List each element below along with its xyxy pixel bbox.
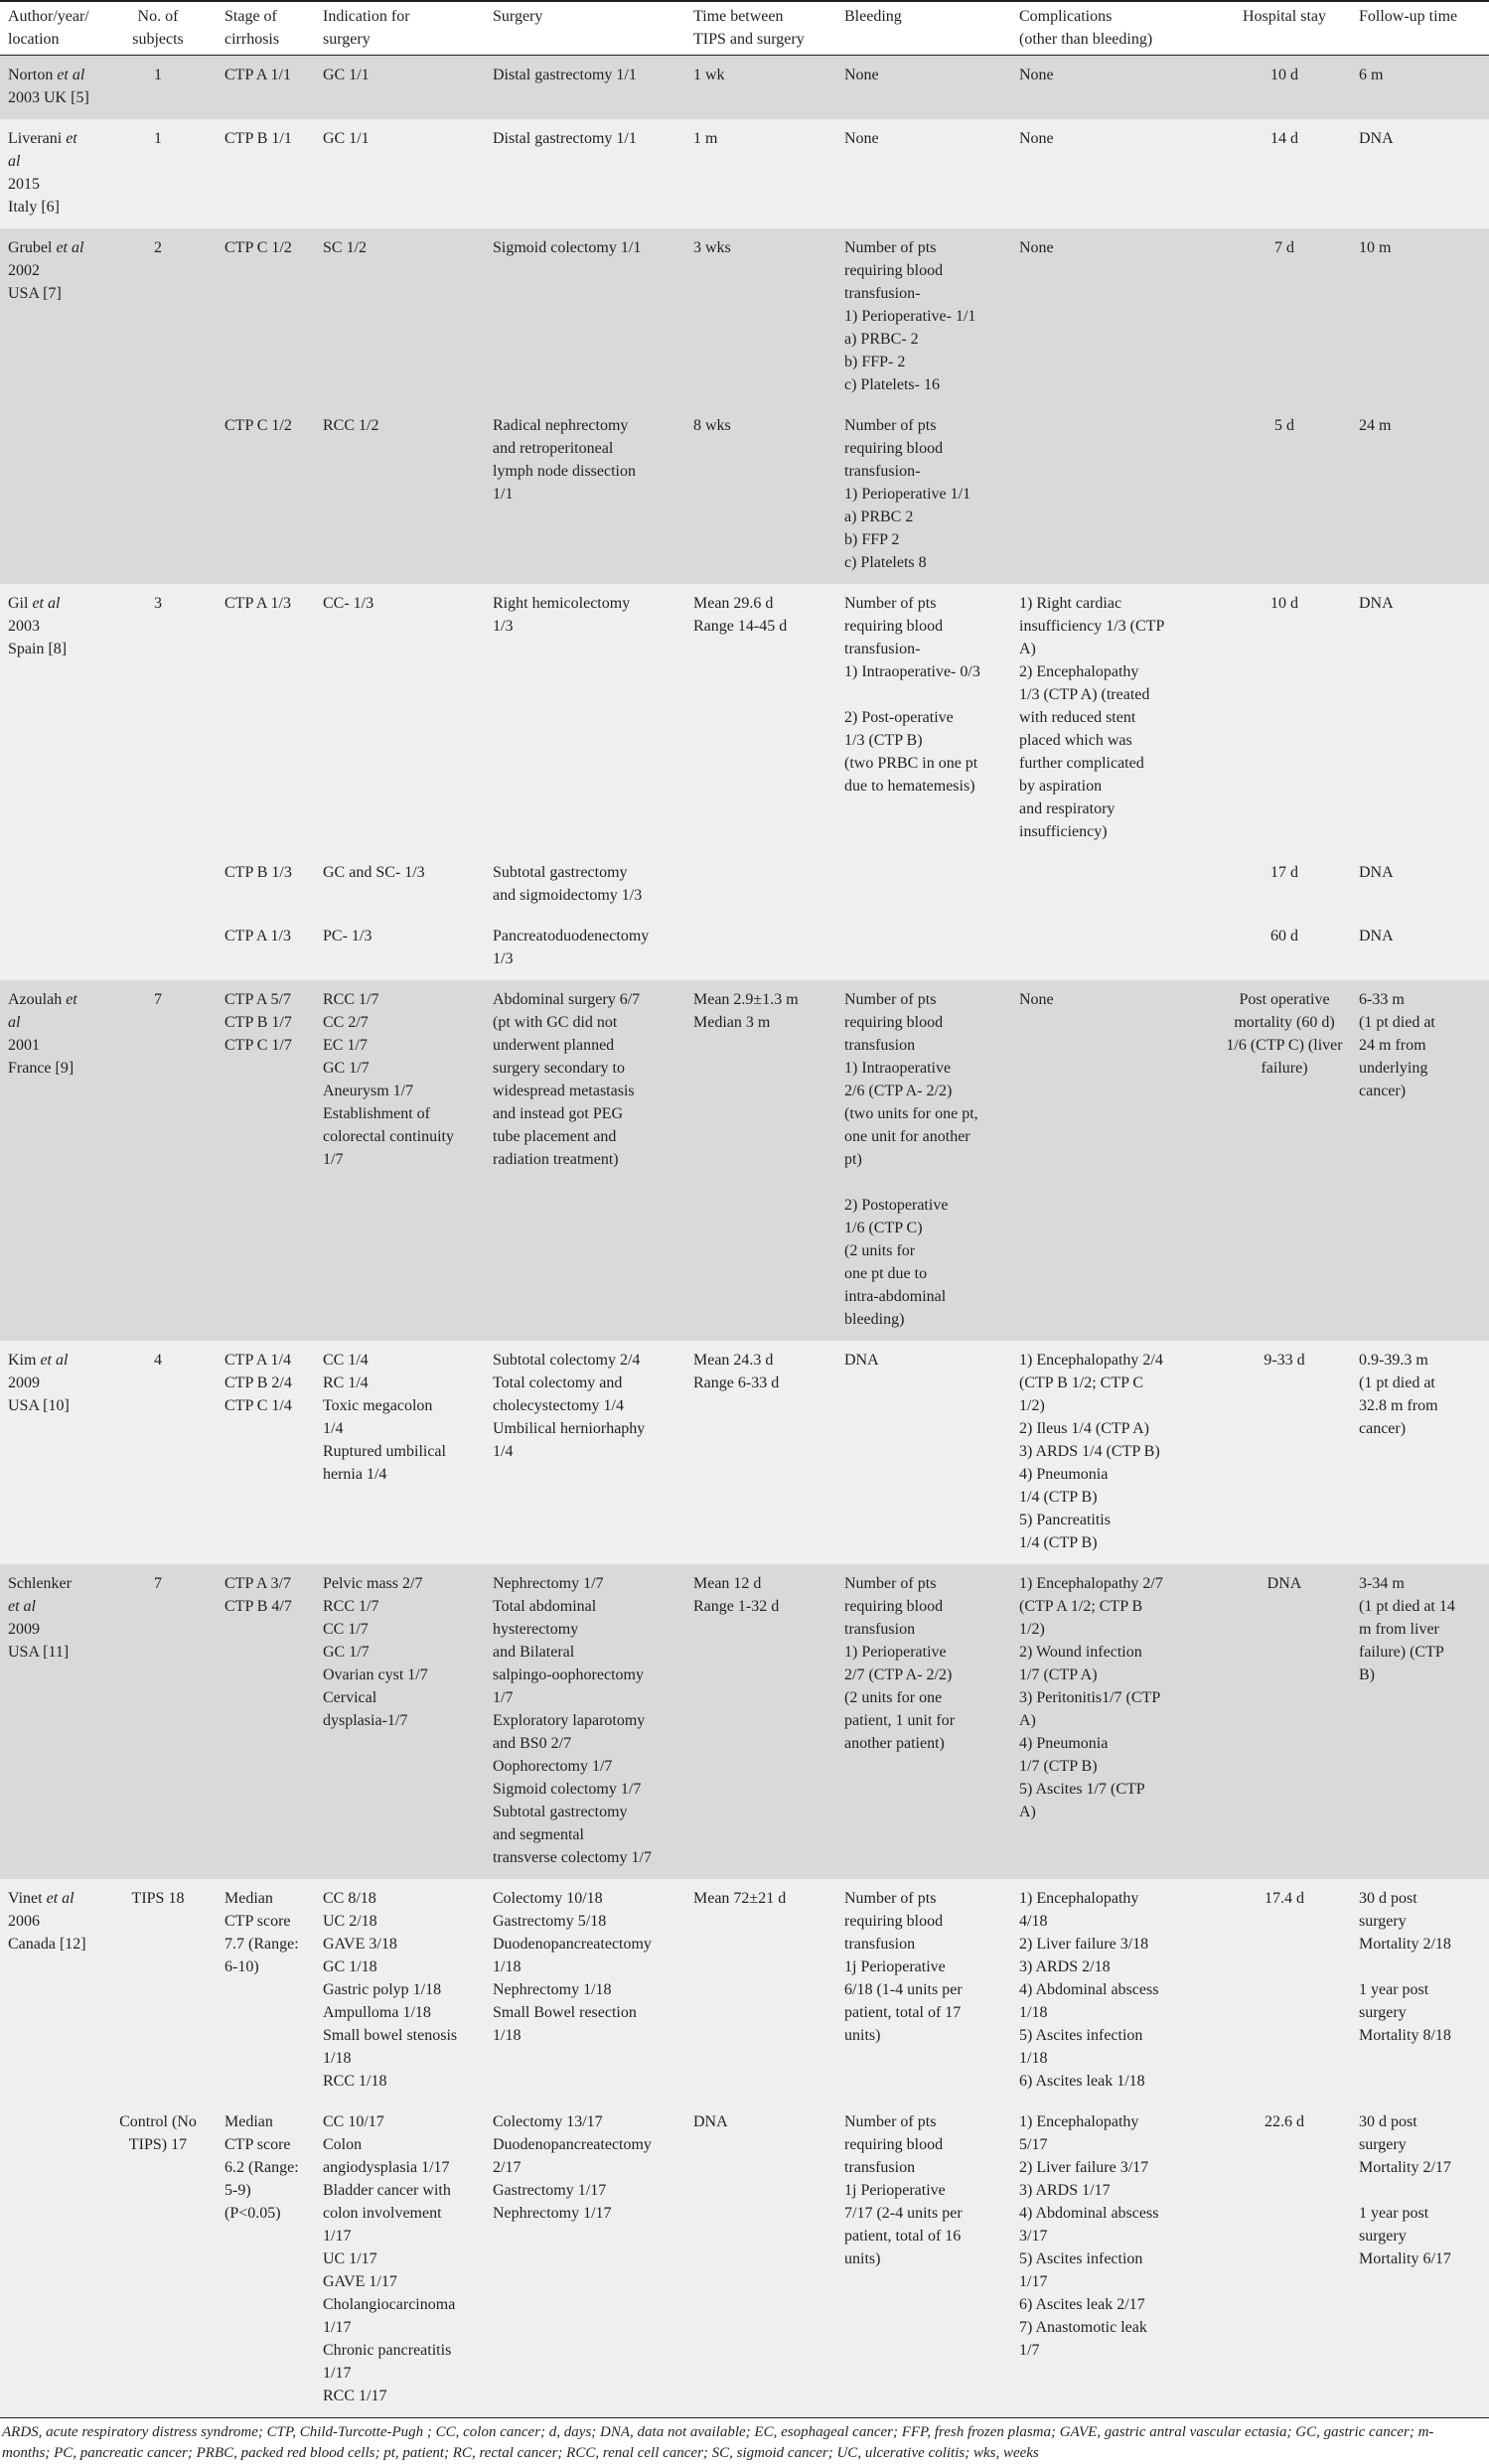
table-row	[0, 2102, 1489, 2417]
cell-subjects: 1	[99, 56, 217, 120]
cell-bleeding: DNA	[836, 1341, 1011, 1564]
cell-stage: Median CTP score 6.2 (Range: 5-9) (P<0.05)	[217, 2102, 315, 2417]
cell-bleeding: Number of pts requiring blood transfusion 1j Perioperative 7/17 (2-4 units per patient, total of 16 units)	[836, 2102, 1011, 2417]
cell-subjects: 3	[99, 584, 217, 853]
cell-followup: 10 m	[1351, 228, 1489, 406]
table-row	[0, 119, 1489, 228]
header-hospital-stay: Hospital stay	[1218, 1, 1351, 56]
cell-indication: RCC 1/7 CC 2/7 EC 1/7 GC 1/7 Aneurysm 1/7 Establishment of colorectal continuity 1/7	[315, 980, 485, 1341]
cell-subjects	[99, 853, 217, 917]
cell-followup: 30 d post surgery Mortality 2/18 1 year post surgery Mortality 8/18	[1351, 1879, 1489, 2102]
cell-stage: CTP A 1/3	[217, 917, 315, 980]
cell-stage: CTP A 1/4 CTP B 2/4 CTP C 1/4	[217, 1341, 315, 1564]
cell-subjects: 7	[99, 1564, 217, 1879]
cell-complications	[1011, 853, 1218, 917]
cell-hospital-stay: 17 d	[1218, 853, 1351, 917]
cell-followup: DNA	[1351, 119, 1489, 228]
header-surgery: Surgery	[485, 1, 685, 56]
et-al-italic: et al	[8, 991, 77, 1031]
cell-time	[685, 917, 836, 980]
cell-stage: CTP B 1/3	[217, 853, 315, 917]
cell-author: Azoulah et al 2001 France [9]	[0, 980, 99, 1341]
cell-surgery: Distal gastrectomy 1/1	[485, 119, 685, 228]
cell-complications: 1) Encephalopathy 4/18 2) Liver failure 3/18 3) ARDS 2/18 4) Abdominal abscess 1/18 5) Ascites infection 1/18 6) Ascites leak 1/18	[1011, 1879, 1218, 2102]
cell-bleeding: Number of pts requiring blood transfusion- 1) Perioperative- 1/1 a) PRBC- 2 b) FFP- 2 c) Platelets- 16	[836, 228, 1011, 406]
cell-time: Mean 72±21 d	[685, 1879, 836, 2102]
cell-indication: RCC 1/2	[315, 406, 485, 584]
header-complications: Complications (other than bleeding)	[1011, 1, 1218, 56]
cell-time: 1 wk	[685, 56, 836, 120]
et-al-italic: et al	[8, 1598, 36, 1615]
cell-time: Mean 12 d Range 1-32 d	[685, 1564, 836, 1879]
cell-hospital-stay: 22.6 d	[1218, 2102, 1351, 2417]
cell-author	[0, 917, 99, 980]
cell-surgery: Sigmoid colectomy 1/1	[485, 228, 685, 406]
cell-indication: Pelvic mass 2/7 RCC 1/7 CC 1/7 GC 1/7 Ovarian cyst 1/7 Cervical dysplasia-1/7	[315, 1564, 485, 1879]
cell-author	[0, 406, 99, 584]
cell-time: 3 wks	[685, 228, 836, 406]
et-al-italic: et al	[56, 239, 84, 256]
header-subjects: No. of subjects	[99, 1, 217, 56]
cell-hospital-stay: 7 d	[1218, 228, 1351, 406]
cell-followup: 3-34 m (1 pt died at 14 m from liver failure) (CTP B)	[1351, 1564, 1489, 1879]
cell-subjects: 2	[99, 228, 217, 406]
cell-surgery: Colectomy 13/17 Duodenopancreatectomy 2/17 Gastrectomy 1/17 Nephrectomy 1/17	[485, 2102, 685, 2417]
et-al-italic: et al	[46, 1890, 74, 1907]
cell-time: 8 wks	[685, 406, 836, 584]
cell-time: Mean 2.9±1.3 m Median 3 m	[685, 980, 836, 1341]
header-row	[0, 1, 1489, 56]
cell-indication: GC and SC- 1/3	[315, 853, 485, 917]
cell-surgery: Distal gastrectomy 1/1	[485, 56, 685, 120]
cell-complications: 1) Encephalopathy 5/17 2) Liver failure 3/17 3) ARDS 1/17 4) Abdominal abscess 3/17 5) Ascites infection 1/17 6) Ascites leak 2/17 7) Anastomotic leak 1/7	[1011, 2102, 1218, 2417]
cell-hospital-stay: 17.4 d	[1218, 1879, 1351, 2102]
cell-author: Gil et al 2003 Spain [8]	[0, 584, 99, 853]
table-row	[0, 56, 1489, 120]
cell-surgery: Radical nephrectomy and retroperitoneal lymph node dissection 1/1	[485, 406, 685, 584]
cell-subjects: 4	[99, 1341, 217, 1564]
cell-bleeding: Number of pts requiring blood transfusion 1) Intraoperative 2/6 (CTP A- 2/2) (two units for one pt, one unit for another pt) 2) Postoperative 1/6 (CTP C) (2 units for one pt due to intra-abdominal bleeding)	[836, 980, 1011, 1341]
cell-author: Norton et al 2003 UK [5]	[0, 56, 99, 120]
cell-bleeding: None	[836, 56, 1011, 120]
table-row	[0, 228, 1489, 406]
cell-author	[0, 2102, 99, 2417]
table-footnote: ARDS, acute respiratory distress syndrome; CTP, Child-Turcotte-Pugh ; CC, colon cancer; d, days; DNA, data not available; EC, esophageal cancer; FFP, fresh frozen plasma; GAVE, gastric antral vascular ectasia; GC, gastric cancer; m- months; PC, pancreatic cancer; PRBC, packed red blood cells; pt, patient; RC, rectal cancer; RCC, renal cell cancer; SC, sigmoid cancer; UC, ulcerative colitis; wks, weeks	[0, 2417, 1489, 2464]
cell-subjects: 7	[99, 980, 217, 1341]
cell-stage: Median CTP score 7.7 (Range: 6-10)	[217, 1879, 315, 2102]
cell-author: Grubel et al 2002 USA [7]	[0, 228, 99, 406]
et-al-italic: et al	[40, 1352, 69, 1369]
cell-hospital-stay: 14 d	[1218, 119, 1351, 228]
cell-hospital-stay: 9-33 d	[1218, 1341, 1351, 1564]
cell-surgery: Subtotal gastrectomy and sigmoidectomy 1/3	[485, 853, 685, 917]
table-row	[0, 1341, 1489, 1564]
cell-hospital-stay: DNA	[1218, 1564, 1351, 1879]
cell-author: Kim et al 2009 USA [10]	[0, 1341, 99, 1564]
header-author: Author/year/ location	[0, 1, 99, 56]
cell-complications	[1011, 917, 1218, 980]
cell-surgery: Pancreatoduodenectomy 1/3	[485, 917, 685, 980]
table-row	[0, 584, 1489, 853]
cell-indication: PC- 1/3	[315, 917, 485, 980]
cell-subjects: TIPS 18	[99, 1879, 217, 2102]
cell-author	[0, 853, 99, 917]
cell-complications: 1) Right cardiac insufficiency 1/3 (CTP A) 2) Encephalopathy 1/3 (CTP A) (treated with reduced stent placed which was further complicated by aspiration and respiratory insufficiency)	[1011, 584, 1218, 853]
table-row	[0, 1879, 1489, 2102]
cell-stage: CTP B 1/1	[217, 119, 315, 228]
cell-followup: 6-33 m (1 pt died at 24 m from underlying cancer)	[1351, 980, 1489, 1341]
header-followup: Follow-up time	[1351, 1, 1489, 56]
cell-complications: 1) Encephalopathy 2/7 (CTP A 1/2; CTP B 1/2) 2) Wound infection 1/7 (CTP A) 3) Peritonitis1/7 (CTP A) 4) Pneumonia 1/7 (CTP B) 5) Ascites 1/7 (CTP A)	[1011, 1564, 1218, 1879]
cell-stage: CTP A 3/7 CTP B 4/7	[217, 1564, 315, 1879]
cell-stage: CTP C 1/2	[217, 406, 315, 584]
cell-followup: 6 m	[1351, 56, 1489, 120]
et-al-italic: et al	[8, 130, 77, 170]
cell-author: Liverani et al 2015 Italy [6]	[0, 119, 99, 228]
cell-surgery: Subtotal colectomy 2/4 Total colectomy and cholecystectomy 1/4 Umbilical herniorhaphy 1/4	[485, 1341, 685, 1564]
cell-time	[685, 853, 836, 917]
table-row	[0, 917, 1489, 980]
cell-indication: CC 10/17 Colon angiodysplasia 1/17 Bladder cancer with colon involvement 1/17 UC 1/17 GAVE 1/17 Cholangiocarcinoma 1/17 Chronic pancreatitis 1/17 RCC 1/17	[315, 2102, 485, 2417]
cell-subjects	[99, 917, 217, 980]
cell-bleeding: Number of pts requiring blood transfusion- 1) Perioperative 1/1 a) PRBC 2 b) FFP 2 c) Platelets 8	[836, 406, 1011, 584]
table-body	[0, 56, 1489, 2418]
cell-indication: GC 1/1	[315, 119, 485, 228]
cell-bleeding	[836, 853, 1011, 917]
cell-followup: 30 d post surgery Mortality 2/17 1 year post surgery Mortality 6/17	[1351, 2102, 1489, 2417]
cell-complications: None	[1011, 119, 1218, 228]
cell-surgery: Nephrectomy 1/7 Total abdominal hysterectomy and Bilateral salpingo-oophorectomy 1/7 Exploratory laparotomy and BS0 2/7 Oophorectomy 1/7 Sigmoid colectomy 1/7 Subtotal gastrectomy and segmental transverse colectomy 1/7	[485, 1564, 685, 1879]
header-indication: Indication for surgery	[315, 1, 485, 56]
cell-bleeding: Number of pts requiring blood transfusion 1) Perioperative 2/7 (CTP A- 2/2) (2 units for one patient, 1 unit for another patient)	[836, 1564, 1011, 1879]
cell-indication: CC 1/4 RC 1/4 Toxic megacolon 1/4 Ruptured umbilical hernia 1/4	[315, 1341, 485, 1564]
cell-time: 1 m	[685, 119, 836, 228]
cell-indication: SC 1/2	[315, 228, 485, 406]
cell-indication: CC 8/18 UC 2/18 GAVE 3/18 GC 1/18 Gastric polyp 1/18 Ampulloma 1/18 Small bowel stenosis 1/18 RCC 1/18	[315, 1879, 485, 2102]
table-row	[0, 980, 1489, 1341]
cell-subjects: Control (No TIPS) 17	[99, 2102, 217, 2417]
cell-indication: GC 1/1	[315, 56, 485, 120]
header-bleeding: Bleeding	[836, 1, 1011, 56]
cell-complications: None	[1011, 56, 1218, 120]
cell-stage: CTP A 1/3	[217, 584, 315, 853]
cell-hospital-stay: 5 d	[1218, 406, 1351, 584]
cell-bleeding	[836, 917, 1011, 980]
cell-hospital-stay: 60 d	[1218, 917, 1351, 980]
table-row	[0, 1564, 1489, 1879]
header-stage: Stage of cirrhosis	[217, 1, 315, 56]
cell-complications: None	[1011, 980, 1218, 1341]
cell-time: Mean 24.3 d Range 6-33 d	[685, 1341, 836, 1564]
et-al-italic: et al	[32, 595, 61, 612]
cell-followup: DNA	[1351, 853, 1489, 917]
cell-complications	[1011, 406, 1218, 584]
cell-surgery: Abdominal surgery 6/7 (pt with GC did not underwent planned surgery secondary to widespread metastasis and instead got PEG tube placement and radiation treatment)	[485, 980, 685, 1341]
cell-hospital-stay: 10 d	[1218, 56, 1351, 120]
cell-followup: 0.9-39.3 m (1 pt died at 32.8 m from cancer)	[1351, 1341, 1489, 1564]
table-row	[0, 406, 1489, 584]
cell-subjects: 1	[99, 119, 217, 228]
cell-hospital-stay: 10 d	[1218, 584, 1351, 853]
cell-author: Vinet et al 2006 Canada [12]	[0, 1879, 99, 2102]
cell-stage: CTP A 1/1	[217, 56, 315, 120]
cell-complications: 1) Encephalopathy 2/4 (CTP B 1/2; CTP C 1/2) 2) Ileus 1/4 (CTP A) 3) ARDS 1/4 (CTP B) 4) Pneumonia 1/4 (CTP B) 5) Pancreatitis 1/4 (CTP B)	[1011, 1341, 1218, 1564]
header-time: Time between TIPS and surgery	[685, 1, 836, 56]
et-al-italic: et al	[57, 67, 85, 83]
cell-subjects	[99, 406, 217, 584]
cell-bleeding: None	[836, 119, 1011, 228]
table-row	[0, 853, 1489, 917]
cell-followup: 24 m	[1351, 406, 1489, 584]
cell-complications: None	[1011, 228, 1218, 406]
cell-followup: DNA	[1351, 917, 1489, 980]
cell-bleeding: Number of pts requiring blood transfusion 1j Perioperative 6/18 (1-4 units per patient, total of 17 units)	[836, 1879, 1011, 2102]
cell-followup: DNA	[1351, 584, 1489, 853]
cell-bleeding: Number of pts requiring blood transfusion- 1) Intraoperative- 0/3 2) Post-operative 1/3 (CTP B) (two PRBC in one pt due to hematemesis)	[836, 584, 1011, 853]
cell-hospital-stay: Post operative mortality (60 d) 1/6 (CTP C) (liver failure)	[1218, 980, 1351, 1341]
cell-surgery: Right hemicolectomy 1/3	[485, 584, 685, 853]
cell-time: Mean 29.6 d Range 14-45 d	[685, 584, 836, 853]
cell-stage: CTP A 5/7 CTP B 1/7 CTP C 1/7	[217, 980, 315, 1341]
cell-stage: CTP C 1/2	[217, 228, 315, 406]
cell-surgery: Colectomy 10/18 Gastrectomy 5/18 Duodenopancreatectomy 1/18 Nephrectomy 1/18 Small Bowel resection 1/18	[485, 1879, 685, 2102]
cell-time: DNA	[685, 2102, 836, 2417]
cell-indication: CC- 1/3	[315, 584, 485, 853]
cell-author: Schlenker et al 2009 USA [11]	[0, 1564, 99, 1879]
